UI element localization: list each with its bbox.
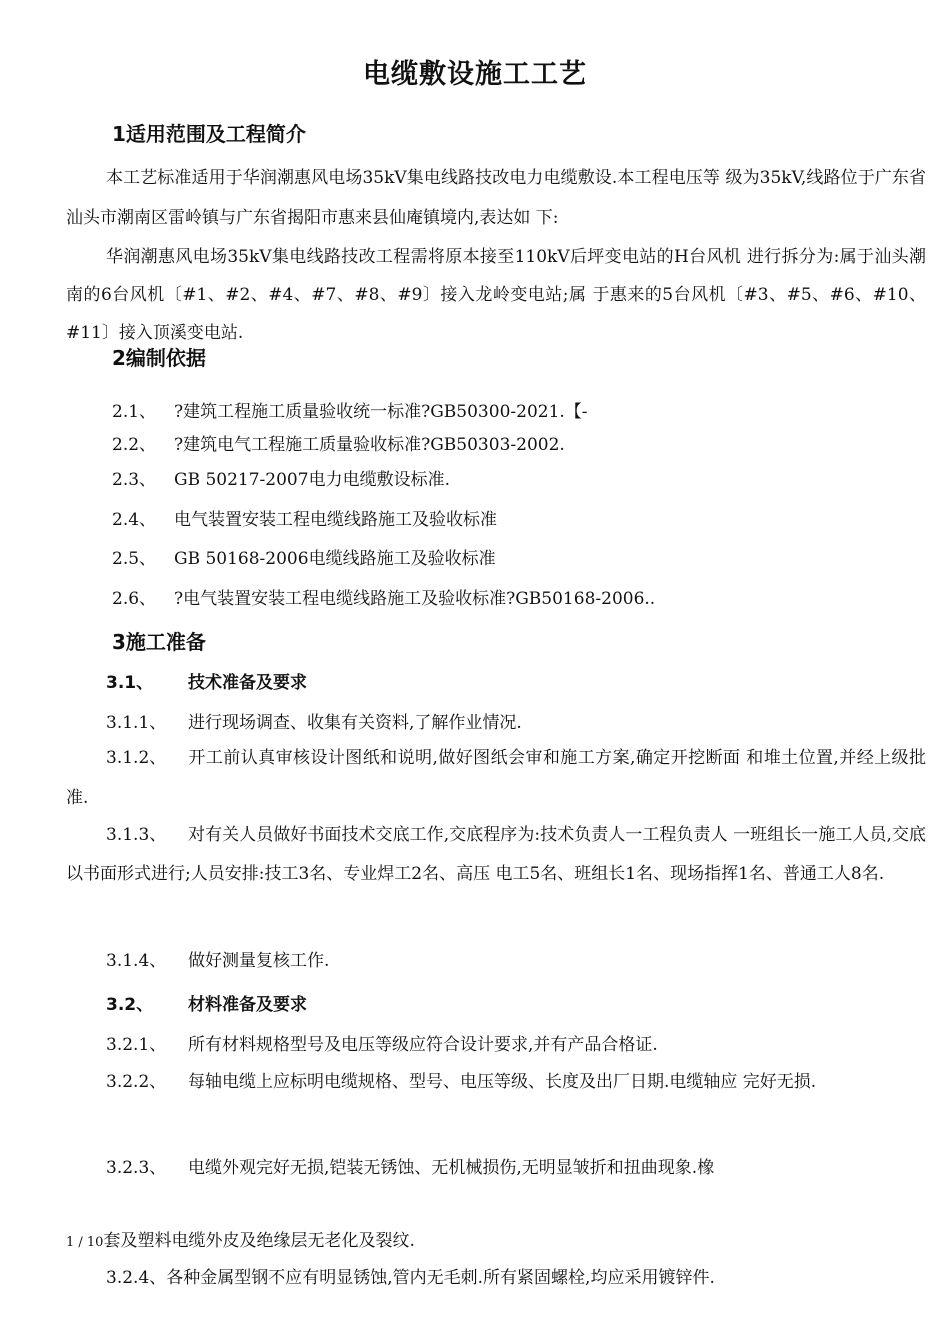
- page-footer-continuation: 1 / 10套及塑料电缆外皮及绝缘层无老化及裂纹.: [66, 1231, 415, 1251]
- item-3-2-4: 3.2.4、各种金属型钢不应有明显锈蚀,管内无毛刺.所有紧固螺栓,均应采用镀锌件.: [106, 1268, 715, 1288]
- reference-item: 2.3、 GB 50217-2007电力电缆敷设标准.: [112, 470, 450, 490]
- item-3-1-3: 3.1.3、 对有关人员做好书面技术交底工作,交底程序为:技术负责人一工程负责人 一班组长一施工人员,交底以书面形式进行;人员安排:技工3名、专业焊工2名、高压 电工5名、班组长1名、现场指挥1名、普通工人8名.: [66, 825, 926, 884]
- item-3-1-4: 3.1.4、 做好测量复核工作.: [106, 951, 330, 971]
- item-3-2-1: 3.2.1、 所有材料规格型号及电压等级应符合设计要求,并有产品合格证.: [106, 1035, 658, 1055]
- reference-item: 2.1、 ?建筑工程施工质量验收统一标准?GB50300-2021.【-: [112, 402, 588, 422]
- section-2-heading: 2编制依据: [112, 346, 206, 370]
- subsection-3-2-heading: 3.2、 材料准备及要求: [106, 995, 307, 1015]
- reference-item: 2.5、 GB 50168-2006电缆线路施工及验收标准: [112, 549, 496, 569]
- item-3-2-2: 3.2.2、 每轴电缆上应标明电缆规格、型号、电压等级、长度及出厂日期.电缆轴应 完好无损.: [106, 1072, 817, 1092]
- page-number: 1 / 10: [66, 1235, 104, 1250]
- item-3-2-3: 3.2.3、 电缆外观完好无损,铠装无锈蚀、无机械损伤,无明显皱折和扭曲现象.橡: [106, 1158, 715, 1178]
- section-1-paragraph-2: 华润潮惠风电场35kV集电线路技改工程需将原本接至110kV后坪变电站的H台风机 进行拆分为:属于汕头潮南的6台风机〔#1、#2、#4、#7、#8、#9〕接入龙岭变电站;属 于惠来的5台风机〔#3、#5、#6、#10、#11〕接入顶溪变电站.: [66, 247, 926, 343]
- reference-item: 2.4、 电气装置安装工程电缆线路施工及验收标准: [112, 510, 497, 530]
- section-3-heading: 3施工准备: [112, 630, 206, 654]
- section-1-heading: 1适用范围及工程简介: [112, 122, 306, 146]
- reference-item: 2.2、 ?建筑电气工程施工质量验收标准?GB50303-2002.: [112, 435, 565, 455]
- item-3-1-2: 3.1.2、 开工前认真审核设计图纸和说明,做好图纸会审和施工方案,确定开挖断面 和堆土位置,并经上级批准.: [66, 748, 926, 808]
- subsection-3-1-heading: 3.1、 技术准备及要求: [106, 673, 307, 693]
- item-3-1-1: 3.1.1、 进行现场调查、收集有关资料,了解作业情况.: [106, 713, 522, 733]
- reference-item: 2.6、 ?电气装置安装工程电缆线路施工及验收标准?GB50168-2006..: [112, 589, 656, 609]
- page-title: 电缆敷设施工工艺: [363, 59, 587, 90]
- section-1-paragraph-1: 本工艺标准适用于华润潮惠风电场35kV集电线路技改电力电缆敷设.本工程电压等 级为35kV,线路位于广东省汕头市潮南区雷岭镇与广东省揭阳市惠来县仙庵镇境内,表达如 下:: [66, 168, 926, 228]
